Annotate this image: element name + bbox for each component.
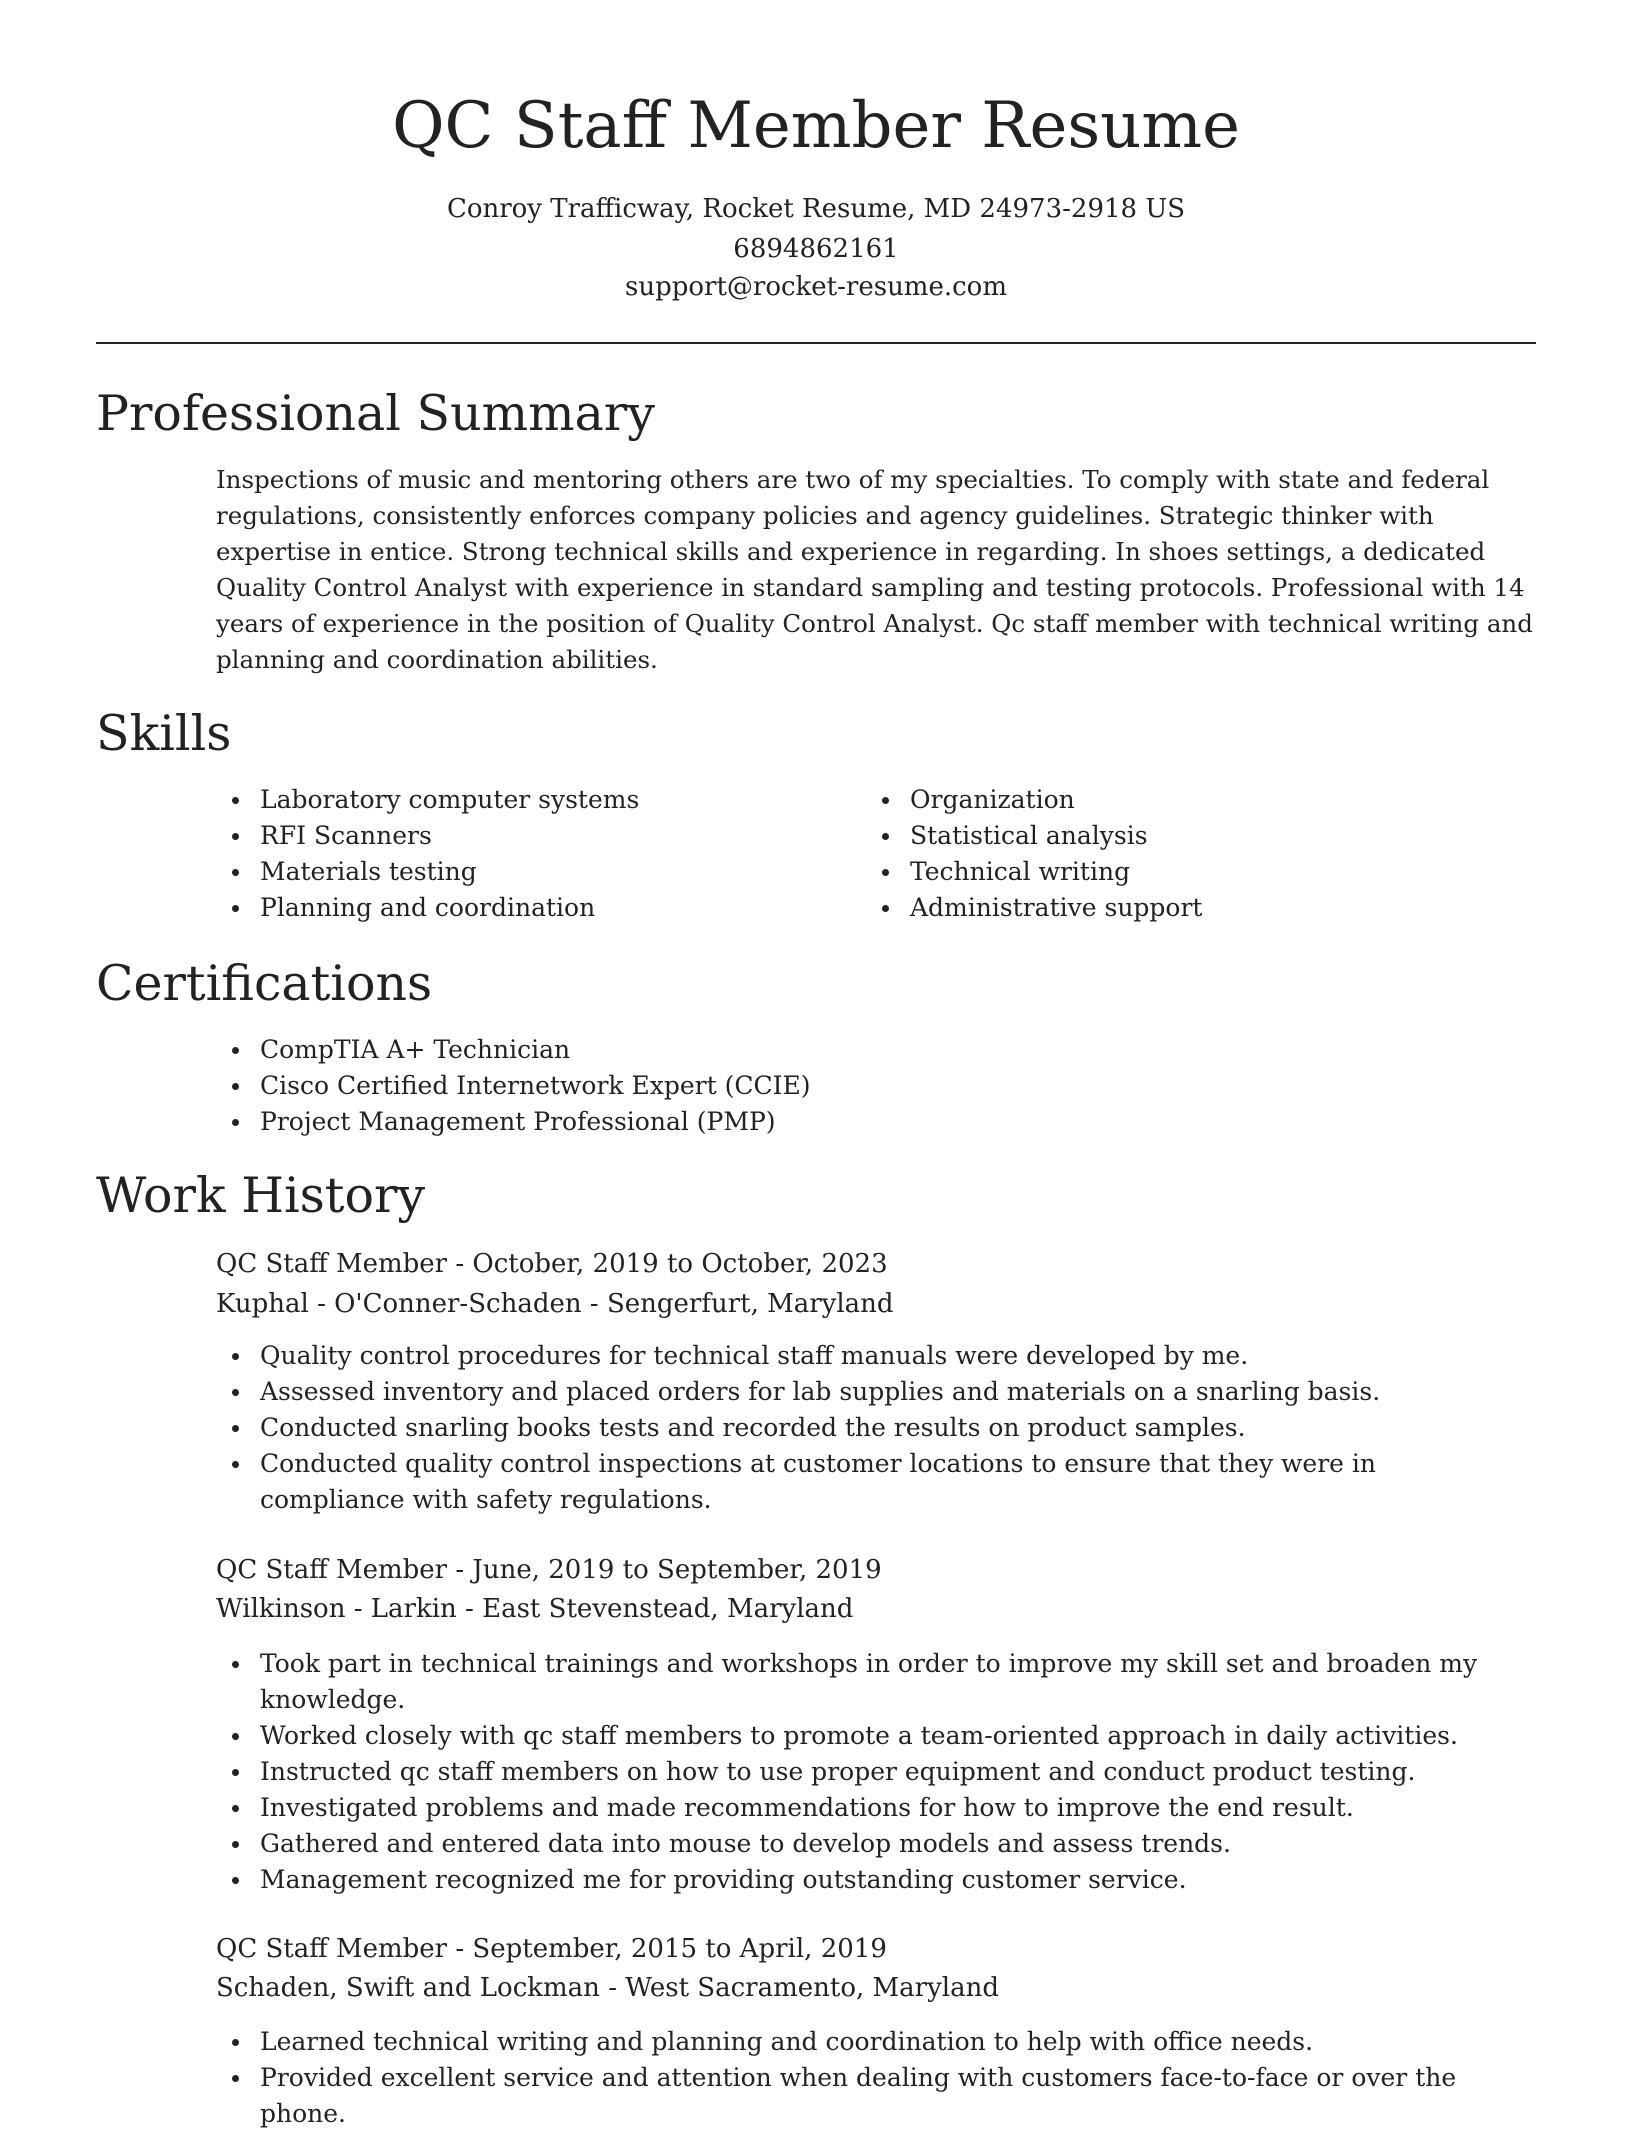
bullet-icon <box>232 1877 239 1884</box>
bullet-icon <box>232 1841 239 1848</box>
job-duty <box>216 1790 1516 1826</box>
bullet-icon <box>232 1461 239 1468</box>
certification-item <box>216 1068 1516 1104</box>
skill-label: Statistical analysis <box>910 821 1148 850</box>
job-duty <box>216 1374 1516 1410</box>
skill-item <box>866 854 1466 890</box>
job-duty <box>216 2060 1516 2132</box>
certification-item <box>216 1032 1516 1068</box>
bullet-icon <box>882 797 889 804</box>
job-title: QC Staff Member <box>216 1249 448 1279</box>
job-title: QC Staff Member <box>216 1555 448 1585</box>
bullet-icon <box>232 1083 239 1090</box>
contact-address: Conroy Trafficway, Rocket Resume, MD 24973-2918 US <box>446 194 1186 224</box>
bullet-icon <box>232 1119 239 1126</box>
certification-item <box>216 1104 1516 1140</box>
bullet-icon <box>232 1769 239 1776</box>
job-duty-text: Took part in technical trainings and workshops in order to improve my skill set and broaden my knowledge. <box>260 1649 1478 1714</box>
job-duty <box>216 1862 1516 1898</box>
job-duties-list <box>216 2024 1516 2132</box>
bullet-icon <box>882 833 889 840</box>
bullet-icon <box>232 797 239 804</box>
skill-label: Planning and coordination <box>260 893 596 922</box>
skill-item <box>216 818 816 854</box>
job-duty <box>216 1646 1516 1718</box>
skills-list-right <box>866 782 1466 926</box>
summary-text: Inspections of music and mentoring others are two of my specialties. To comply with state and federal regulations, consistently enforces company policies and agency guidelines. Strategic thinker with expertise in entice. Strong technical skills and experience in regarding. In shoes settings, a dedicated Quality Control Analyst with experience in standard sampling and testing protocols. Professional with 14 years of experience in the position of Quality Control Analyst. Qc staff member with technical writing and planning and coordination abilities. <box>216 465 1533 674</box>
job-duty <box>216 1410 1516 1446</box>
separator: - <box>581 1289 607 1319</box>
separator: - <box>456 1594 483 1624</box>
certifications-heading: Certifications <box>96 955 433 1012</box>
skill-label: Laboratory computer systems <box>260 785 640 814</box>
job-title-line <box>216 1246 888 1282</box>
job-duty-text: Worked closely with qc staff members to promote a team-oriented approach in daily activities. <box>260 1721 1458 1750</box>
resume-title: QC Staff Member Resume <box>392 89 1240 163</box>
job-company-line <box>216 1970 999 2006</box>
skill-label: Materials testing <box>260 857 477 886</box>
job-duty <box>216 2024 1516 2060</box>
job-dates: October, 2019 to October, 2023 <box>472 1249 888 1279</box>
job-location: East Stevenstead, Maryland <box>482 1594 854 1624</box>
job-dates: June, 2019 to September, 2019 <box>472 1555 882 1585</box>
separator: - <box>599 1973 626 2003</box>
skill-item <box>216 890 816 926</box>
job-duty-text: Conducted quality control inspections at customer locations to ensure that they were in compliance with safety regulations. <box>260 1449 1376 1514</box>
bullet-icon <box>232 2039 239 2046</box>
job-company: Kuphal - O'Conner-Schaden <box>216 1289 582 1319</box>
separator: - <box>447 1934 473 1964</box>
bullet-icon <box>232 1733 239 1740</box>
contact-phone: 6894862161 <box>733 234 899 264</box>
skill-label: Administrative support <box>910 893 1203 922</box>
job-duty <box>216 1446 1516 1518</box>
job-duty-text: Learned technical writing and planning and coordination to help with office needs. <box>260 2027 1314 2056</box>
certification-label: Cisco Certified Internetwork Expert (CCIE) <box>260 1071 811 1100</box>
skill-item <box>866 818 1466 854</box>
separator: - <box>447 1249 473 1279</box>
job-title-line <box>216 1931 887 1967</box>
certification-label: Project Management Professional (PMP) <box>260 1107 776 1136</box>
bullet-icon <box>882 869 889 876</box>
contact-email: support@rocket-resume.com <box>624 272 1007 302</box>
bullet-icon <box>232 1661 239 1668</box>
job-duty <box>216 1826 1516 1862</box>
bullet-icon <box>232 1389 239 1396</box>
skill-item <box>866 782 1466 818</box>
job-duty-text: Management recognized me for providing outstanding customer service. <box>260 1865 1187 1894</box>
job-title: QC Staff Member <box>216 1934 448 1964</box>
job-duty-text: Conducted snarling books tests and recorded the results on product samples. <box>260 1413 1246 1442</box>
bullet-icon <box>232 905 239 912</box>
certification-label: CompTIA A+ Technician <box>260 1035 571 1064</box>
job-title-line <box>216 1552 882 1588</box>
certifications-list <box>216 1032 1516 1140</box>
bullet-icon <box>232 1047 239 1054</box>
bullet-icon <box>232 833 239 840</box>
bullet-icon <box>882 905 889 912</box>
job-company-line <box>216 1286 894 1322</box>
job-duty <box>216 1718 1516 1754</box>
bullet-icon <box>232 1805 239 1812</box>
bullet-icon <box>232 1425 239 1432</box>
bullet-icon <box>232 2075 239 2082</box>
skill-label: RFI Scanners <box>260 821 432 850</box>
header-divider <box>96 342 1536 344</box>
job-location: Sengerfurt, Maryland <box>606 1289 894 1319</box>
bullet-icon <box>232 869 239 876</box>
job-duty-text: Investigated problems and made recommendations for how to improve the end result. <box>260 1793 1354 1822</box>
work-history-heading: Work History <box>96 1167 426 1224</box>
separator: - <box>447 1555 473 1585</box>
job-company: Wilkinson - Larkin <box>216 1594 457 1624</box>
bullet-icon <box>232 1353 239 1360</box>
job-duty-text: Gathered and entered data into mouse to develop models and assess trends. <box>260 1829 1231 1858</box>
job-company: Schaden, Swift and Lockman <box>216 1973 600 2003</box>
job-company-line <box>216 1591 853 1627</box>
job-duty-text: Instructed qc staff members on how to use proper equipment and conduct product testing. <box>260 1757 1416 1786</box>
skill-item <box>866 890 1466 926</box>
job-duty <box>216 1754 1516 1790</box>
job-duty-text: Assessed inventory and placed orders for lab supplies and materials on a snarling basis. <box>260 1377 1381 1406</box>
job-duties-list <box>216 1338 1516 1518</box>
skill-item <box>216 782 816 818</box>
skills-list-left <box>216 782 816 926</box>
summary-heading: Professional Summary <box>96 385 655 442</box>
job-dates: September, 2015 to April, 2019 <box>472 1934 887 1964</box>
job-duties-list <box>216 1646 1516 1898</box>
skill-label: Technical writing <box>910 857 1131 886</box>
skill-item <box>216 854 816 890</box>
skills-heading: Skills <box>96 705 232 762</box>
job-duty-text: Quality control procedures for technical staff manuals were developed by me. <box>260 1341 1249 1370</box>
job-duty-text: Provided excellent service and attention when dealing with customers face-to-face or over the phone. <box>260 2063 1457 2128</box>
skill-label: Organization <box>910 785 1075 814</box>
job-location: West Sacramento, Maryland <box>625 1973 999 2003</box>
job-duty <box>216 1338 1516 1374</box>
